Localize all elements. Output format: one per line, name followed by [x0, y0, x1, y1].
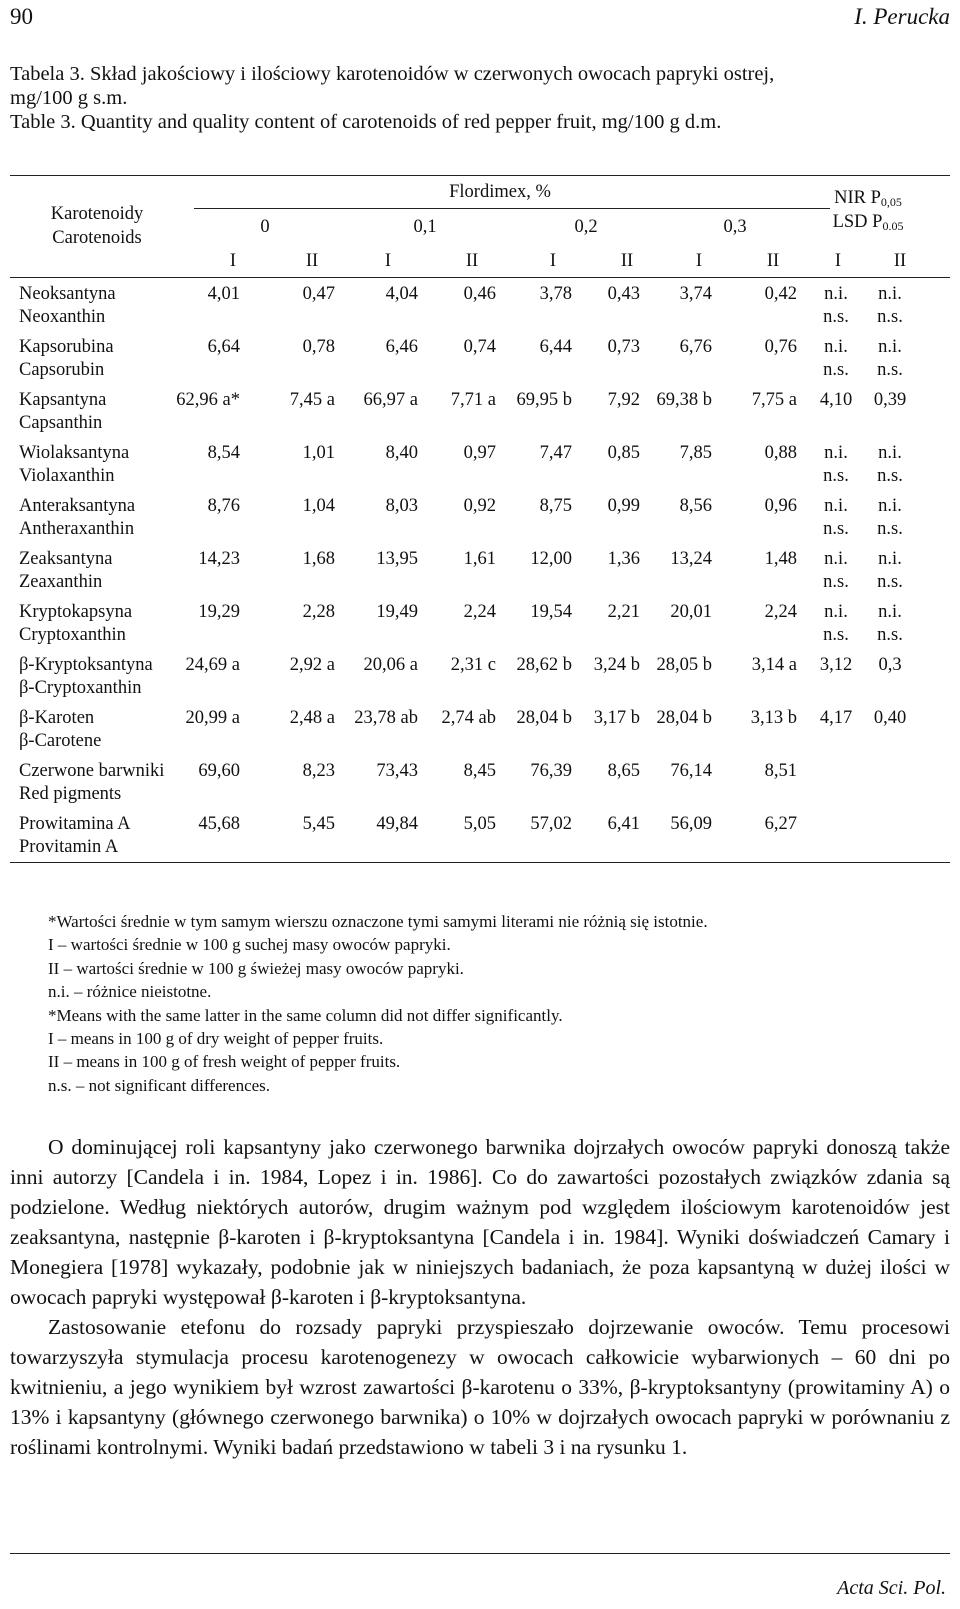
value-cell: 23,78 ab — [354, 708, 418, 728]
value-cell: 2,28 — [302, 602, 335, 622]
row-label-en: Capsorubin — [19, 360, 105, 380]
lsd-cell: n.s. — [877, 360, 903, 380]
value-cell: 0,73 — [607, 337, 640, 357]
row-label-en: Antheraxanthin — [19, 519, 135, 539]
nir-cell: 0,39 — [873, 390, 907, 410]
value-cell: 20,99 a — [185, 708, 240, 728]
sub-header-cell: I — [695, 251, 703, 271]
row-label-en: Red pigments — [19, 784, 122, 804]
running-head-author: I. Perucka — [854, 4, 950, 29]
value-cell: 8,56 — [679, 496, 712, 516]
value-cell: 5,05 — [463, 814, 496, 834]
note-line: *Means with the same latter in the same column did not differ significantly. — [48, 1005, 563, 1025]
lsd-cell: n.s. — [877, 307, 903, 327]
caption-pl-line-2: mg/100 g s.m. — [10, 87, 128, 109]
value-cell: 7,45 a — [289, 390, 335, 410]
value-cell: 28,05 b — [656, 655, 712, 675]
dose-header-1: 0,1 — [413, 217, 437, 237]
sub-header-cell: I — [384, 251, 392, 271]
value-cell: 1,48 — [764, 549, 797, 569]
value-cell: 3,78 — [539, 284, 572, 304]
body-paragraph-1: O dominującej roli kapsantyny jako czerwonego barwnika dojrzałych owoców papryki donoszą także inni autorzy [Candela i in. 1984, Lopez i in. 1986]. Co do zawartości pozostałych związków zdania są podzielone. Według niektórych autorów, drugim ważnym pod względem ilościowym karotenoidów jest zeaksantyna, następnie β-karoten i β-kryptoksantyna [Candela i in. 1984]. Wyniki doświadczeń Camary i Monegiera [1978] wykazały, podobnie jak w niniejszych badaniach, że poza kapsantyną w dużej ilości w owocach papryki występował β-karoten i β-kryptoksantyna. — [10, 1135, 950, 1309]
lsd-cell: n.s. — [823, 307, 849, 327]
page-number: 90 — [10, 4, 33, 29]
nir-cell: n.i. — [824, 337, 848, 357]
value-cell: 0,42 — [764, 284, 797, 304]
value-cell: 8,54 — [207, 443, 240, 463]
value-cell: 8,45 — [463, 761, 496, 781]
footer-rule — [10, 1553, 950, 1554]
value-cell: 0,85 — [607, 443, 640, 463]
nir-cell: n.i. — [824, 496, 848, 516]
value-cell: 4,01 — [207, 284, 240, 304]
value-cell: 66,97 a — [363, 390, 418, 410]
nir-cell: n.i. — [824, 602, 848, 622]
value-cell: 2,48 a — [289, 708, 335, 728]
value-cell: 56,09 — [670, 814, 712, 834]
nir-cell: n.i. — [878, 284, 902, 304]
lsd-cell: n.s. — [823, 572, 849, 592]
nir-cell: 4,17 — [819, 708, 853, 728]
nir-cell: n.i. — [878, 337, 902, 357]
value-cell: 7,92 — [607, 390, 640, 410]
sub-header-cell: II — [305, 251, 319, 271]
value-cell: 7,47 — [539, 443, 572, 463]
value-cell: 0,43 — [607, 284, 640, 304]
row-label-pl: Zeaksantyna — [19, 549, 113, 569]
table-header-rule — [10, 277, 950, 278]
value-cell: 13,24 — [670, 549, 712, 569]
note-line: I – wartości średnie w 100 g suchej masy owoców papryki. — [48, 935, 451, 955]
row-label-pl: Czerwone barwniki — [19, 761, 165, 781]
nir-cell: n.i. — [878, 443, 902, 463]
row-label-en: Cryptoxanthin — [19, 625, 126, 645]
value-cell: 69,60 — [198, 761, 240, 781]
lsd-cell: n.s. — [877, 572, 903, 592]
value-cell: 0,74 — [463, 337, 496, 357]
lsd-cell: n.s. — [877, 519, 903, 539]
row-label-en: Capsanthin — [19, 413, 103, 433]
value-cell: 0,99 — [607, 496, 640, 516]
value-cell: 20,06 a — [363, 655, 418, 675]
nir-header: NIR $P_{0,05}$ — [834, 188, 902, 209]
value-cell: 3,24 b — [593, 655, 640, 675]
lsd-cell: n.s. — [877, 466, 903, 486]
value-cell: 45,68 — [198, 814, 240, 834]
nir-cell: n.i. — [878, 602, 902, 622]
value-cell: 0,97 — [463, 443, 496, 463]
nir-cell: 0,40 — [873, 708, 907, 728]
value-cell: 8,23 — [302, 761, 335, 781]
row-label-pl: β-Karoten — [19, 708, 95, 728]
value-cell: 6,64 — [207, 337, 240, 357]
value-cell: 1,61 — [463, 549, 496, 569]
value-cell: 0,78 — [302, 337, 335, 357]
value-cell: 2,74 ab — [441, 708, 496, 728]
nir-cell: 3,12 — [819, 655, 853, 675]
body-paragraph-2: Zastosowanie etefonu do rozsady papryki przyspieszało dojrzewanie owoców. Temu procesowi towarzyszyła stymulacja procesu karotenogenezy w owocach całkowicie wybarwionych – 60 dni po kwitnieniu, a jego wynikiem był wzrost zawartości β-karotenu o 33%, β-kryptoksantyny (prowitaminy A) o 13% i kapsantyny (głównego czerwonego barwnika) o 10% w dojrzałych owocach papryki w porównaniu z roślinami kontrolnymi. Wyniki badań przedstawiono w tabeli 3 i na rysunku 1. — [10, 1315, 950, 1459]
row-label-en: β-Carotene — [19, 731, 102, 751]
lsd-cell: n.s. — [823, 466, 849, 486]
value-cell: 3,13 b — [750, 708, 797, 728]
value-cell: 6,27 — [764, 814, 797, 834]
table-top-rule — [10, 175, 950, 176]
value-cell: 49,84 — [376, 814, 418, 834]
value-cell: 2,24 — [764, 602, 797, 622]
value-cell: 24,69 a — [185, 655, 240, 675]
value-cell: 8,40 — [385, 443, 418, 463]
dose-header-3: 0,3 — [723, 217, 747, 237]
value-cell: 6,44 — [539, 337, 572, 357]
value-cell: 1,01 — [302, 443, 335, 463]
value-cell: 73,43 — [376, 761, 418, 781]
note-line: n.s. – not significant differences. — [48, 1075, 271, 1095]
row-label-pl: Kapsantyna — [19, 390, 107, 410]
dose-header-0: 0 — [260, 217, 270, 237]
note-line: II – means in 100 g of fresh weight of pepper fruits. — [48, 1052, 401, 1072]
value-cell: 76,39 — [530, 761, 572, 781]
value-cell: 0,88 — [764, 443, 797, 463]
row-label-pl: Neoksantyna — [19, 284, 116, 304]
nir-cell: n.i. — [824, 549, 848, 569]
flordimex-group-header: Flordimex, % — [449, 182, 551, 202]
value-cell: 5,45 — [302, 814, 335, 834]
row-label-en: Provitamin A — [19, 837, 119, 857]
flordimex-span-rule — [194, 208, 830, 209]
value-cell: 6,46 — [385, 337, 418, 357]
value-cell: 13,95 — [376, 549, 418, 569]
lsd-cell: n.s. — [823, 519, 849, 539]
table-bottom-rule — [10, 862, 950, 863]
caption-pl-line-1: Tabela 3. Skład jakościowy i ilościowy karotenoidów w czerwonych owocach papryki ostrej, — [10, 63, 775, 85]
sub-header-cell: II — [766, 251, 780, 271]
nir-cell: n.i. — [878, 496, 902, 516]
value-cell: 62,96 a* — [176, 390, 240, 410]
value-cell: 7,85 — [679, 443, 712, 463]
value-cell: 3,17 b — [593, 708, 640, 728]
value-cell: 76,14 — [670, 761, 712, 781]
row-label-pl: Wiolaksantyna — [19, 443, 130, 463]
value-cell: 6,41 — [607, 814, 640, 834]
dose-header-2: 0,2 — [574, 217, 598, 237]
note-line: I – means in 100 g of dry weight of pepper fruits. — [48, 1029, 384, 1049]
caption-en-line: Table 3. Quantity and quality content of carotenoids of red pepper fruit, mg/100 g d.m. — [10, 111, 722, 133]
value-cell: 0,46 — [463, 284, 496, 304]
value-cell: 2,31 c — [450, 655, 496, 675]
sub-header-cell: I — [834, 251, 842, 271]
sub-header-cell: II — [893, 251, 907, 271]
row-label-en: Zeaxanthin — [19, 572, 103, 592]
row-label-pl: Anteraksantyna — [19, 496, 136, 516]
row-label-en: Neoxanthin — [19, 307, 106, 327]
lsd-cell: n.s. — [877, 625, 903, 645]
sub-header-cell: II — [620, 251, 634, 271]
row-label-en: Violaxanthin — [19, 466, 115, 486]
body-text — [10, 1132, 950, 1462]
nir-cell: 4,10 — [819, 390, 853, 410]
value-cell: 8,65 — [607, 761, 640, 781]
note-line: II – wartości średnie w 100 g świeżej masy owoców papryki. — [48, 958, 464, 978]
value-cell: 14,23 — [198, 549, 240, 569]
value-cell: 6,76 — [679, 337, 712, 357]
lsd-cell: n.s. — [823, 625, 849, 645]
value-cell: 0,96 — [764, 496, 797, 516]
value-cell: 7,71 a — [450, 390, 496, 410]
value-cell: 28,04 b — [656, 708, 712, 728]
value-cell: 3,14 a — [751, 655, 797, 675]
value-cell: 20,01 — [670, 602, 712, 622]
stub-header-pl: Karotenoidy — [50, 204, 144, 224]
value-cell: 2,92 a — [289, 655, 335, 675]
value-cell: 0,47 — [302, 284, 335, 304]
value-cell: 28,04 b — [516, 708, 572, 728]
value-cell: 8,03 — [385, 496, 418, 516]
value-cell: 0,92 — [463, 496, 496, 516]
sub-header-cell: I — [229, 251, 237, 271]
row-label-pl: Kapsorubina — [19, 337, 114, 357]
value-cell: 12,00 — [530, 549, 572, 569]
note-line: n.i. – różnice nieistotne. — [48, 982, 212, 1002]
value-cell: 28,62 b — [516, 655, 572, 675]
value-cell: 19,54 — [530, 602, 572, 622]
table-caption — [10, 62, 950, 134]
journal-name: Acta Sci. Pol. — [837, 1577, 946, 1599]
value-cell: 8,76 — [207, 496, 240, 516]
value-cell: 4,04 — [385, 284, 418, 304]
lsd-cell: n.s. — [823, 360, 849, 380]
value-cell: 69,95 b — [516, 390, 572, 410]
table-notes — [48, 910, 708, 1097]
value-cell: 1,36 — [607, 549, 640, 569]
value-cell: 7,75 a — [751, 390, 797, 410]
row-label-pl: β-Kryptoksantyna — [19, 655, 153, 675]
value-cell: 2,21 — [607, 602, 640, 622]
value-cell: 3,74 — [679, 284, 712, 304]
value-cell: 19,29 — [198, 602, 240, 622]
value-cell: 0,76 — [764, 337, 797, 357]
sub-header-cell: I — [549, 251, 557, 271]
value-cell: 2,24 — [463, 602, 496, 622]
sub-header-cell: II — [465, 251, 479, 271]
stub-header-en: Carotenoids — [52, 228, 142, 248]
nir-cell: n.i. — [824, 284, 848, 304]
note-line: *Wartości średnie w tym samym wierszu oznaczone tymi samymi literami nie różnią się istotnie. — [48, 912, 708, 931]
nir-cell: n.i. — [824, 443, 848, 463]
nir-cell: n.i. — [878, 549, 902, 569]
value-cell: 1,68 — [302, 549, 335, 569]
row-label-pl: Prowitamina A — [19, 814, 131, 834]
nir-cell: 0,3 — [878, 655, 902, 675]
row-label-pl: Kryptokapsyna — [19, 602, 133, 622]
value-cell: 69,38 b — [656, 390, 712, 410]
value-cell: 8,51 — [764, 761, 797, 781]
value-cell: 1,04 — [302, 496, 335, 516]
lsd-header: LSD $P_{0.05}$ — [832, 212, 904, 233]
row-label-en: β-Cryptoxanthin — [19, 678, 142, 698]
value-cell: 57,02 — [530, 814, 572, 834]
value-cell: 8,75 — [539, 496, 572, 516]
value-cell: 19,49 — [376, 602, 418, 622]
